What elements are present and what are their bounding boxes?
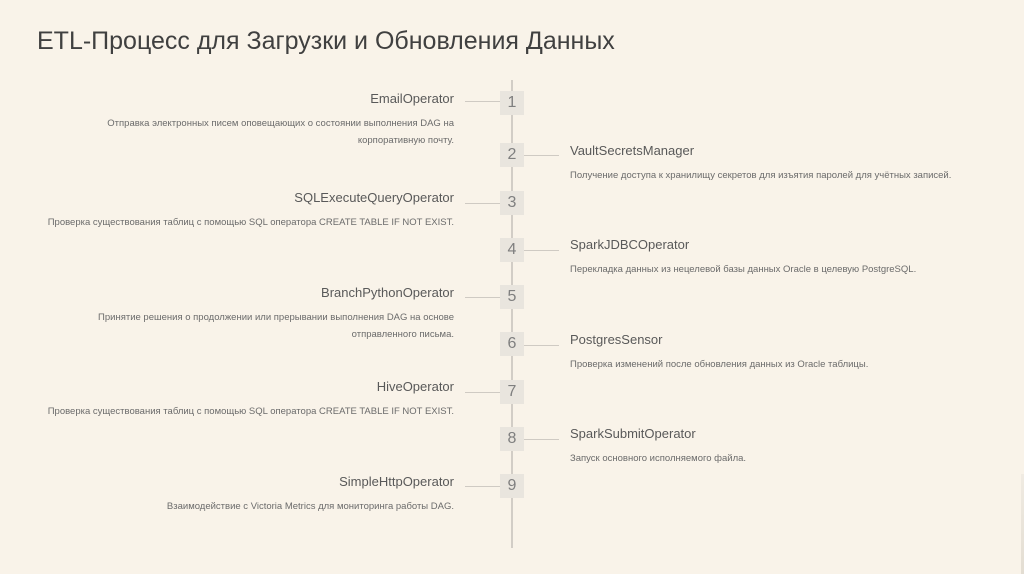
step-desc-9: Взаимодействие с Victoria Metrics для мониторинга работы DAG. (166, 501, 454, 512)
step-title-2: VaultSecretsManager (570, 143, 695, 158)
step-title-7: HiveOperator (376, 379, 454, 394)
connector-1 (465, 101, 500, 102)
step-title-8: SparkSubmitOperator (570, 426, 696, 441)
step-number-2: 2 (500, 143, 524, 167)
step-number-7: 7 (500, 380, 524, 404)
step-title-6: PostgresSensor (570, 332, 663, 347)
step-number-6: 6 (500, 332, 524, 356)
step-desc-2: Получение доступа к хранилищу секретов для изъятия паролей для учётных записей. (570, 170, 952, 181)
step-title-4: SparkJDBCOperator (570, 237, 690, 252)
step-number-8: 8 (500, 427, 524, 451)
connector-5 (465, 297, 500, 298)
step-desc-4: Перекладка данных из нецелевой базы данных Oracle в целевую PostgreSQL. (570, 264, 917, 275)
step-title-3: SQLExecuteQueryOperator (294, 190, 454, 205)
step-number-4: 4 (500, 238, 524, 262)
step-desc-1: Отправка электронных писем оповещающих о состоянии выполнения DAG на корпоративную почту. (107, 118, 454, 146)
step-number-9: 9 (500, 474, 524, 498)
step-number-5: 5 (500, 285, 524, 309)
connector-7 (465, 392, 500, 393)
connector-2 (524, 155, 559, 156)
connector-8 (524, 439, 559, 440)
step-desc-6: Проверка изменений после обновления данных из Oracle таблицы. (570, 359, 869, 370)
step-number-3: 3 (500, 191, 524, 215)
step-desc-3: Проверка существования таблиц с помощью SQL оператора CREATE TABLE IF NOT EXIST. (47, 217, 454, 228)
connector-9 (465, 486, 500, 487)
connector-6 (524, 345, 559, 346)
step-title-5: BranchPythonOperator (321, 285, 454, 300)
step-title-9: SimpleHttpOperator (339, 474, 454, 489)
slide-title: ETL-Процесс для Загрузки и Обновления Данных (37, 27, 615, 55)
step-number-1: 1 (500, 91, 524, 115)
connector-4 (524, 250, 559, 251)
step-desc-5: Принятие решения о продолжении или прерывании выполнения DAG на основе отправленного письма. (98, 312, 454, 340)
connector-3 (465, 203, 500, 204)
step-desc-8: Запуск основного исполняемого файла. (570, 453, 747, 464)
step-title-1: EmailOperator (370, 91, 454, 106)
step-desc-7: Проверка существования таблиц с помощью SQL оператора CREATE TABLE IF NOT EXIST. (47, 406, 454, 417)
